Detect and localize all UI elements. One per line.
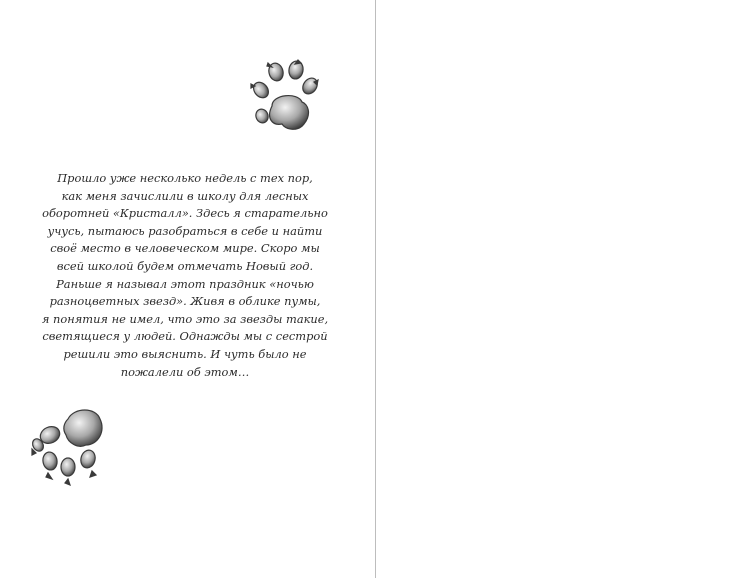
blurb-line: светящиеся у людей. Однажды мы с сестрой [42, 329, 328, 344]
blurb-line: Прошло уже несколько недель с тех пор, [57, 171, 313, 185]
blurb-line: разноцветных звезд». Живя в облике пумы, [49, 294, 321, 309]
right-page [376, 0, 750, 578]
paw-print-top [251, 60, 321, 129]
blurb-text [40, 170, 330, 381]
paw-print-icon [30, 405, 108, 491]
blurb-line: решили это выяснить. И чуть было не [63, 346, 307, 361]
paw-print-bottom [30, 410, 102, 476]
blurb-line: как меня зачислили в школу для лесных [61, 188, 309, 203]
blurb-line: всей школой будем отмечать Новый год. [56, 258, 314, 273]
blurb-line: пожалели об этом… [120, 364, 250, 379]
paw-print-icon [246, 58, 322, 136]
blurb-line: я понятия не имел, что это за звезды такие, [41, 311, 329, 326]
blurb-line: Раньше я называл этот праздник «ночью [56, 276, 314, 291]
blurb-line: оборотней «Кристалл». Здесь я старательно [42, 206, 328, 221]
blurb-line: своё место в человеческом мире. Скоро мы [50, 241, 320, 256]
blurb-line: учусь, пытаюсь разобраться в себе и найти [47, 223, 323, 238]
